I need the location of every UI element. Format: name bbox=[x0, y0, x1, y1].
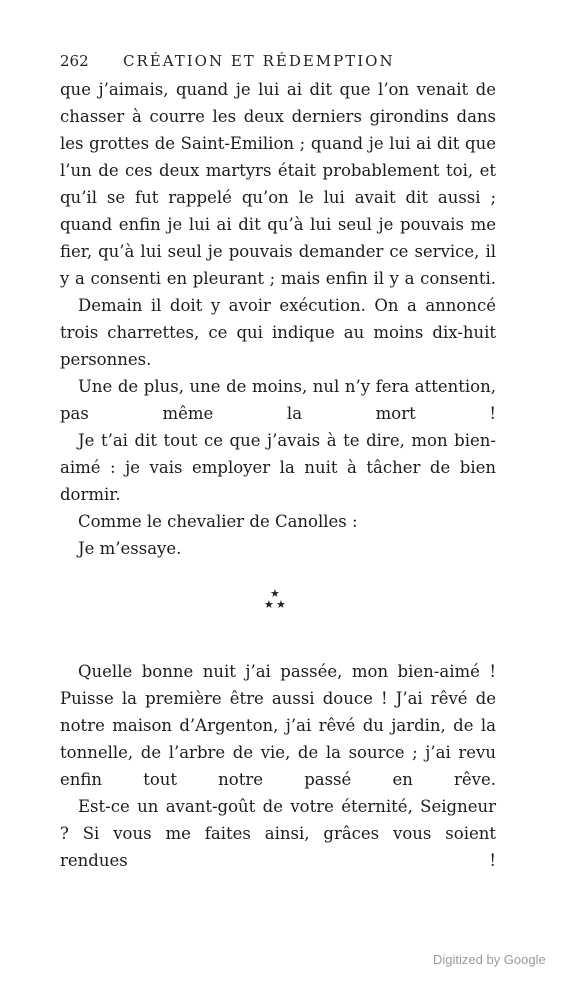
paragraph-canolles: Comme le chevalier de Canolles : bbox=[78, 512, 358, 531]
paragraph-continued: que j’aimais, quand je lui ai dit que l’on venait de chasser à courre les deux derniers girondins dans les grottes de Saint-Emilion ; quand je lui ai dit que l’un de ces deux martyrs était probablement toi, et qu’il se fut rappelé qu’on le lui avait dit aussi ; quand enfin je lui ai dit qu’à lui seul je pouvais me fier, qu’à lui seul je pouvais demander ce service, il y a consenti en pleurant ; mais enfin il y a consenti. bbox=[60, 80, 496, 288]
running-title: CRÉATION ET RÉDEMPTION bbox=[123, 52, 395, 70]
paragraph-one-more: Une de plus, une de moins, nul n’y fera attention, pas même la mort ! bbox=[60, 377, 496, 423]
running-head bbox=[60, 50, 496, 76]
paragraph-essaye: Je m’essaye. bbox=[78, 539, 182, 558]
section-break-asterism bbox=[60, 562, 496, 658]
digitization-watermark: Digitized by Google bbox=[433, 952, 546, 967]
book-page bbox=[60, 50, 496, 874]
asterism-star: ★ bbox=[276, 598, 286, 611]
page-number: 262 bbox=[60, 52, 89, 70]
paragraph-sleep: Je t’ai dit tout ce que j’avais à te dire, mon bien-aimé : je vais employer la nuit à tâcher de bien dormir. bbox=[60, 431, 496, 504]
asterism-star: ★ bbox=[264, 598, 274, 611]
asterism-star: ★ bbox=[270, 587, 280, 600]
paragraph-foretaste: Est-ce un avant-goût de votre éternité, Seigneur ? Si vous me faites ainsi, grâces vous soient rendues ! bbox=[60, 797, 496, 870]
paragraph-good-night: Quelle bonne nuit j’ai passée, mon bien-aimé ! Puisse la première être aussi douce ! J’ai rêvé de notre maison d’Argenton, j’ai rêvé du jardin, de la tonnelle, de l’arbre de vie, de la source ; j’ai revu enfin tout notre passé en rêve. bbox=[60, 662, 496, 789]
paragraph-execution: Demain il doit y avoir exécution. On a annoncé trois charrettes, ce qui indique au moins dix-huit personnes. bbox=[60, 296, 496, 369]
